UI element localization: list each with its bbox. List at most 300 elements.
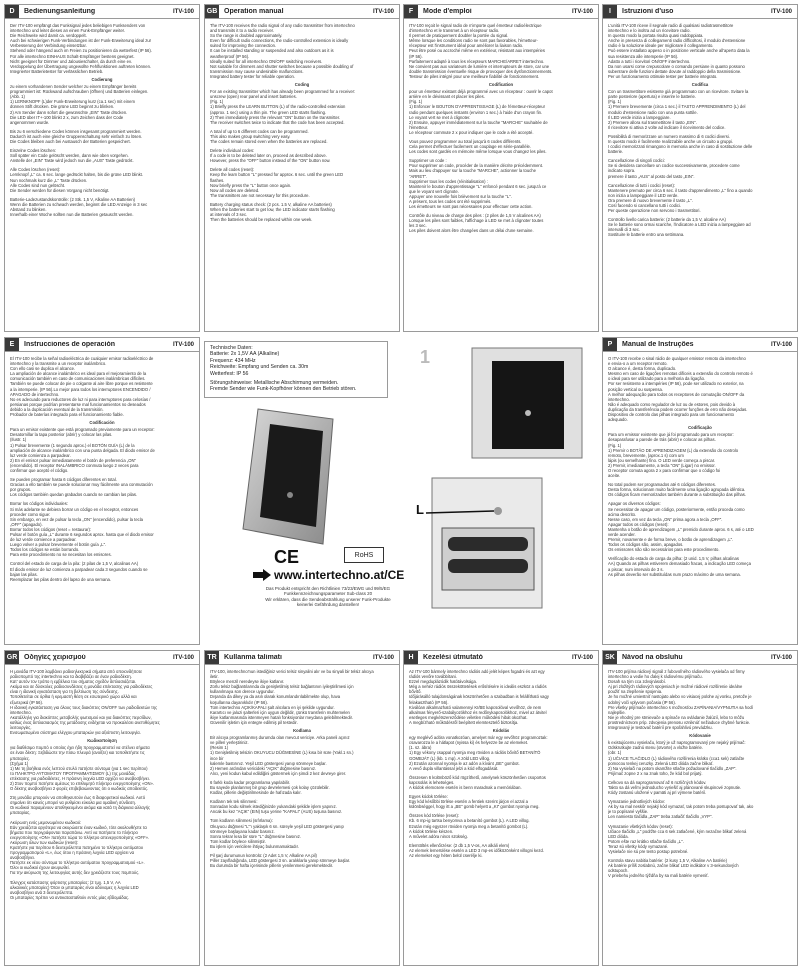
text-line: a la intemperie. (IP 56).Lo mejor para todos los interruptores ENCENDIDO / [10, 386, 151, 392]
text-line: Gracias a ello también se puede solucionar muy fácilmente una conmutación [10, 482, 153, 488]
text-line: koşullarına dayanıklıdır (IP 56). [210, 699, 268, 705]
text-line: Premir, novamente e de forma breve, o botão de aprendizagem „L". [608, 537, 734, 543]
text-line: 1) Με τη βοήθεια ενός λεπτού στυλό πατήστε σύντομα (για 1 sec περίπου) [10, 765, 148, 771]
text-line: Maintenir le bouton d'apprentissage "L" enfoncé pendant 6 sec. jusqu'à ce [409, 183, 547, 189]
text-line: Nie je vhodný pre stmievače a spínače na ovládanie žalúzií, lebo to môžu [608, 714, 745, 720]
language-badge: H [404, 651, 418, 664]
text-line: Los códigos también quedan grabados cuando se cambian las pilas. [10, 492, 138, 498]
text-line: Alle Codes löschen (reset): [10, 167, 61, 173]
text-line: 1) UČIACE TLAČIDLO (L) rádiového rozšírenia krátko (cca1 sek) zatlačte [608, 755, 745, 761]
text-line: desaparafusar a parede de trás (abrir) e colocar as pilhas. [608, 437, 716, 443]
text-line: Contrôle du niveau de charge des piles : (2 piles de 1,5 V alcalines AA) [409, 213, 541, 219]
text-line: αναβοσβήνει. [10, 855, 36, 861]
website-link[interactable] [253, 568, 404, 582]
text-line: No es adecuado para reductores de luz ni para interruptores para celosías / [10, 396, 151, 402]
text-line: Desta forma, solucionam muito facilmente uma ligação agrupada idêntica. [608, 487, 746, 493]
text-line: Battery charging status check: (2 pcs. 1.5 V, alkaline AA batteries) [210, 201, 332, 207]
text-line: If a code is to be deleted later on, proceed as described above. [210, 153, 327, 159]
text-line: Ancak bu kez "AÇIK" (EIN) tuşu yerine "KAPALI" (AUS) tuşuna basınız. [210, 809, 343, 815]
text-line: „OFF" (apagado). [10, 521, 43, 527]
text-line: Güvenilir işletim için entegre edilmiş pil testedir. [210, 719, 298, 725]
technical-data-box [204, 341, 388, 398]
text-line: and transmits it to a radio receiver. [210, 28, 275, 34]
text-line: Prijímač zopne 2 x na znak toho, že kód bol prijatý. [608, 770, 703, 776]
text-line: Verbesserung der Verbindung einsetzbar. [10, 43, 87, 49]
text-line: No total podem ser programados até 6 códigos diferentes. [608, 482, 717, 488]
panel-body [5, 19, 199, 221]
text-line: Da non usarsi come crepuscolare o comando persiane in quanto possono [608, 63, 745, 69]
text-line: Può essere installato appeso o in posizione verticale anche all'aperto data la [608, 48, 750, 54]
text-line: Se pueden programar hasta 6 códigos diferentes en total. [10, 477, 117, 483]
text-line: καθώς ένας διπλασιασμός της μετάδοσης ενδέχεται να προκαλέσει ανεπιθύμητες [10, 719, 160, 725]
panel-body [205, 19, 399, 226]
text-line: "ARRET". [409, 173, 428, 179]
text-line: The transmitters are not necessary for this procedure. [210, 192, 310, 198]
text-line: Delete individual codes: [210, 148, 255, 154]
text-line: 2) Then immediately press the relevant "ON" button on the transmitter. [210, 114, 341, 120]
text-line: Οι μπαταρίες πρέπει να αντικατασταθούν εντός μίας εβδομάδας. [10, 894, 130, 900]
text-line: Ora premere di nuovo brevemente il tasto „L". [608, 197, 693, 203]
text-line: Por ser resistente a intempéries (IP 56), pode ser utilizado no exterior, na [608, 381, 744, 387]
text-line: Frequenz: 434 MHz [210, 357, 256, 364]
text-line: Sonra tekrar kısa bir süre "L" düğmesine basınız. [210, 833, 301, 839]
text-line: at intervals of 3 sec. [210, 212, 248, 218]
panel-header [404, 5, 598, 19]
text-line: La ampliación de alcance inalámbrico es ideal para el mejoramiento de la [10, 371, 147, 377]
text-line: intervalli di 3 sec. [608, 227, 641, 233]
text-line: ραδιοπομπό της intertechno και τα διαβιβάζει σε έναν ραδιοδέκτη. [10, 674, 132, 680]
text-line: In questo modo la portata risulta quasi raddoppiata. [608, 33, 704, 39]
panel-title: Instrucciones de operación [24, 341, 116, 348]
panel-body [5, 352, 199, 586]
section-heading: Kodlama [293, 728, 311, 734]
text-line: Κρατήστε για περίπου 6 δευτερόλεπτα πατημένο το πλήκτρο αυτόματου [10, 845, 144, 850]
model-code: ITV-100 [372, 654, 394, 661]
text-line: εξωτερικά (IP 56). [10, 699, 44, 705]
text-line: felakasztható (IP 56). [409, 699, 449, 705]
text-line: kalemle bastırınız. Yeşil LED göstergesi yanıp sönmeye başlar. [210, 760, 327, 766]
text-line: Batterie: 2x 1,5V AA (Alkaline) [210, 351, 280, 358]
text-line: Nesse caso, em vez da tecla „ON" prima agora a tecla „OFF". [608, 516, 723, 522]
panel-tr [204, 650, 400, 966]
panel-es [4, 337, 200, 645]
text-line: Mantenha o botão de aprendizagem „L" premido durante aprox. 6 s, até o LED [608, 526, 754, 532]
text-line: egy meglévő adóra vonatkozóan, amelyet már egy vevőhöz programoztak: [409, 735, 548, 741]
text-line: As pilhas deverão ser substituídas num prazo máximo de uma semana. [608, 571, 741, 577]
text-line: σημαίνει ότι κανείς μπορεί να ρυθμίσει εύκολα μια ομαδική σύνδεση. [10, 800, 137, 806]
text-line: Os códigos ficam memorizados também durante a substituição das pilhas. [608, 492, 747, 498]
text-line: premere il tasto „AUS" al posto del tasto „EIN". [608, 173, 695, 179]
text-line: (1. sz. ábra) [409, 745, 432, 751]
text-line: Dışarıda da dikey ya da asılı olarak konumlandırılabilmekte olup, hava [210, 694, 341, 700]
panel-title: Istruzioni d'uso [622, 8, 674, 15]
panel-header [603, 651, 797, 665]
text-line: 2) Ensuite, appuyer immédiatement sur la touche "MARCHE" souhaitée de [409, 119, 548, 125]
model-code: ITV-100 [372, 8, 394, 15]
text-line: También se puede colocar de pie o colgante al aire libre porque es resistente [10, 381, 153, 387]
text-line: A présent, tous les codes ont été supprimés. [409, 199, 492, 204]
text-line: radio pendant quelques instants (environ 1 sec.) à l'aide d'un crayon fin. [409, 109, 543, 115]
text-line: A művelet adóra nincs szükség. [409, 833, 468, 839]
text-line: (Fig. 1) [409, 99, 423, 105]
text-line: είναι η ιδανική εγκατάσταση για τη βελτίωση της σύνδεσης. [10, 689, 119, 695]
text-line: Karartıcı ve jaluzi şalterleri için uygun değildir, çünkü transferin muhtemelen [210, 709, 350, 715]
text-line: radio è la soluzione ideale per migliorare il collegamento. [608, 43, 714, 49]
text-line: Pour supprimer un code, procéder de la manière décrite précédemment. [409, 163, 544, 169]
text-line: Piller zayıfladığında, LED göstergesi 3 sn. aralıklarla yanıp sönmeye başlar. [210, 858, 351, 864]
text-line: Per queste operazione non servono i trasmettitori. [608, 208, 701, 214]
text-line: Ezzel megduplázódik hatótávolsága. [409, 679, 477, 685]
text-line: Sostituire le batterie entro una settimana. [608, 232, 685, 238]
text-line: por grupos. [10, 487, 32, 493]
text-line: programmiert ist: Rückwand aufschrauben (öffnen) und Batterien einlegen. [10, 89, 149, 95]
device-photo-open [462, 343, 602, 463]
text-line: ITV-100 reçoit le signal radio de n'importe quel émetteur radioélectrique [409, 23, 542, 28]
text-line: Takto sa dá veľmi jednoducho vyriešiť aj plánované skupinové zopnutie. [608, 784, 742, 790]
panel-title: Bedienungsanleitung [24, 8, 96, 15]
text-line: Os emissores não são necessários para este procedimento. [608, 547, 720, 553]
text-line: It can be installed standing or suspended and also outdoors as it is [210, 48, 334, 54]
panel-title: Operation manual [224, 8, 284, 15]
text-line: odstupoch. [608, 868, 629, 874]
text-line: Then the batteries should be replaced within one week. [210, 217, 313, 223]
section-heading: Kódovanie [689, 733, 711, 739]
text-line: confirmar que aceptó el código. [10, 467, 69, 473]
model-code: ITV-100 [770, 8, 792, 15]
text-line: Egy kód későbbi törlése esetén a fentiek szerint járjon el azzal a [409, 799, 528, 805]
text-line: különbséggel, hogy itt a „BE" gomb helyett a „KI" gombot nyomja meg. [409, 804, 540, 810]
text-line: Kb. 6 mp-ig tartsa benyomva a betanító gombot (L). A LED villog. [409, 818, 530, 824]
text-line: ampliación de alcance inalámbrico con una punta delgada. El diodo emisor de [10, 447, 155, 453]
text-line: Les piles doivent alors être changées dans un délai d'une semaine. [409, 228, 534, 234]
text-line: batterie. [608, 149, 624, 155]
text-line: ve pilleri yerleştiriniz. [210, 740, 249, 746]
text-line: persianas porque podrían presentarse mal funcionamientos no deseados [10, 401, 146, 407]
website-text[interactable]: www.intertechno.at/CE [274, 568, 405, 582]
panel-header [603, 5, 797, 19]
text-line: Lernknopf „L" ca. 6 sec. lange gedrückt halten, bis die grüne LED blinkt. [10, 172, 144, 178]
panel-body [603, 665, 797, 882]
text-line: Ak batérie príliš zoslabnú, začne blikať LED indikátor v 3-sekundových [608, 863, 739, 869]
compliance-text [248, 586, 408, 607]
text-line: Verificação do estado de carga da pilha: (2 unid. 1,5 V, pilhas alcalinas [608, 556, 739, 562]
text-line: A total of up to 6 different codes can be programmed. [210, 128, 309, 134]
text-line: unscrew (open) rear panel and insert batteries. [210, 94, 297, 100]
text-line: Még a nehéz rádiós összeköttetések erősítésére is ideális eszköz a rádiós [409, 684, 547, 690]
text-line: αλκαλικές μπαταρίες) Όταν οι μπαταρίες είναι αδύναμες η λυχνία LED [10, 884, 139, 890]
text-line: a piscar, num intervalo de 3 s. [608, 566, 664, 572]
text-line: Pre všetky prijímače intertechno s možnosťou ZAPÍNANIA/VYPNUTIA sa hodí [608, 704, 753, 710]
text-line: Verdoppelung der Übertragung ungewollte Fehlfunktionen auftreten können. [10, 63, 152, 69]
text-line: double transmission éventuelle risque de provoquer des dysfonctionnements. [409, 68, 553, 74]
text-line: Now all codes are deleted. [210, 187, 260, 193]
text-line: 2) En el emisor pulsar inmediatamente el botón de preferencia „ON" [10, 457, 137, 463]
text-line: 1) Premere brevemente (circa 1 sec.) il TASTO APPRENDIMENTO (L) del [608, 104, 746, 110]
text-line: odolný voči vplyvom počasia (IP 56). [608, 699, 676, 705]
text-line: Cela permet d'effectuer facilement un couplage en série-parallèle. [409, 144, 531, 150]
text-line: použiť na zlepšenie spojenia. [608, 689, 663, 695]
text-line: adequado. [608, 417, 628, 423]
text-line: V priebehu jedného týždňa by sa mali batérie vymeniť. [608, 873, 709, 879]
model-code: ITV-100 [770, 654, 792, 661]
text-line: Il permet de pratiquement doubler la portée du signal. [409, 33, 509, 39]
text-line: Für alle intertechno EINHAUS Schalt-Empfänger bestens geeignet. [10, 53, 135, 59]
text-line: intertechno e lo inoltra ad un ricevitore radio. [608, 28, 691, 34]
text-line: 1) LERNKNOPF (L)der Funk-Erweiterung kurz (ca.1 sec) mit einem [10, 99, 135, 105]
text-line: Peut être posé ou accroché même en extérieur, résistant aux intempéries [409, 48, 545, 54]
text-line: Si más adelante se debiera borrar un código en el receptor, entonces [10, 506, 139, 512]
text-line: verde acender. [608, 532, 636, 537]
text-line: Τοποθετείται σε όρθια ή κρεμαστή θέση σε εσωτερικό χώρο αλλά και [10, 694, 137, 700]
text-line: Les émetteurs ne sont pas nécessaires pour effectuer cette action. [409, 204, 533, 210]
panel-gr [4, 650, 200, 966]
text-line: suited for improving the connection. [210, 43, 277, 49]
panel-title: Οδηγίες χειρισμού [24, 654, 86, 661]
text-line: Ne convient pas aux variateurs de lumière et interrupteurs de store, car une [409, 63, 550, 69]
text-line: récepteur est l'instrument idéal pour améliorer la liaison radio. [409, 43, 524, 49]
section-heading: Codificación [89, 420, 115, 426]
ce-mark: CE [274, 547, 300, 567]
text-line: duplicação da transferência podem ocorrer funções de erro não desejadas. [608, 406, 748, 412]
text-line: Εάν χρειάζεται αργότερα να ακυρώσετε έναν κωδικό, τότε ακολουθήστε τα [10, 824, 147, 830]
text-line: Le récepteur commute 2 x pour indiquer que le code a été accepté. [409, 129, 534, 135]
text-line: Probador de baterías integrado para el funcionamiento fiable. [10, 412, 124, 418]
text-line: arrière en le dévissant et placer les piles. [409, 94, 485, 100]
text-line: Così facendo si cancellano tutti i codici. [608, 203, 682, 208]
text-line: Ideally suited for all intertechno ON/OFF switching receivers. [210, 58, 323, 64]
text-line: Κατ' αυτόν τον τρόπο η εμβέλεια του σήματος σχεδόν διπλασιάζεται. [10, 679, 137, 685]
text-line: O alcance é, desta forma, duplicado. [608, 366, 677, 372]
arrow-icon [253, 569, 271, 581]
text-line: remoto, brevemente, (aprox.1 s) com um [608, 452, 684, 458]
text-line: Odskrutkujte zadnú stenu (otvorte) a vložte batérie. [608, 745, 703, 751]
text-line: The receiver switches twice to indicate that the code has been accepted. [210, 119, 345, 125]
text-line: Bis zu 6 verschiedene Codes können insgesamt programmiert werden. [10, 128, 142, 134]
model-code: ITV-100 [770, 341, 792, 348]
text-line: zu einem vorhandenen Sender welcher zu einem Empfänger bereits [10, 84, 137, 90]
text-line: posição vertical ou suspensa. [608, 386, 663, 392]
text-line: Para um emissor existente que já foi programado para um receptor: [608, 432, 734, 438]
text-line: Wetterfest: IP 56 [210, 370, 249, 377]
text-line: 1) Pulsar brevemente (1 segundo aprox.) el BOTÓN GUÍA (L) de la [10, 442, 135, 448]
panel-header [205, 5, 399, 19]
text-line: Bir alıcıya programlanmış durumda olan mevcut vericiye. Arka paneli açınız [210, 735, 350, 741]
text-line: Reichweite: Empfang und Senden ca. 30m [210, 364, 309, 371]
text-line: Az elemeket egy héten belül cserélje ki. [409, 853, 483, 858]
text-line: o ideal para ser utilizado para a melhoria da ligação. [608, 376, 706, 382]
text-line: Auch bei schwierigen Funk-Verbindungen ist der Funk-Erweiterung ideal zur [10, 38, 152, 44]
text-line: Die Reichweite wird damit ca. verdoppelt. [10, 33, 87, 39]
panel-it [602, 4, 798, 332]
panel-body [603, 352, 797, 581]
text-line: Η μονάδα ITV-100 λαμβάνει ραδιοηλεκτρικά σήματα από οποιονδήποτε [10, 669, 143, 674]
panel-header [5, 5, 199, 19]
text-line: Az elemek lemerülése esetén a LED 3 mp-es időközönként villogni kezd. [409, 847, 544, 853]
text-line: Para este procedimiento no se necesitan los emisores. [10, 552, 112, 558]
panel-body [603, 19, 797, 242]
text-line: ενεργοποίησης «ON» πατήστε τώρα το πλήκτρο απενεργοποίησης «OFF». [10, 834, 150, 840]
text-line: Even for difficult radio connections, the radio-controlled extension is ideally [210, 38, 349, 44]
text-line: (approx. 1 sec) using a thin pin. The green LED starts flashing. [210, 109, 327, 115]
section-heading: Coding [294, 82, 310, 88]
text-line: Soll später ein Code gelöscht werden, dann wie oben vorgehen. [10, 153, 129, 159]
text-line: Delete all codes (reset): [210, 167, 255, 173]
text-line: Je ho možné umiestniť nastojato alebo vo visiacej polohe aj vonku, pretože je [608, 694, 752, 700]
text-line: Zorlu telsiz bağlantılarında da genişletilmiş telsiz bağlantının iyileştirilmesi için [210, 684, 354, 690]
text-line: prostredníctvom príp. zdvojenia prenosu vzniknúť nežiaduce chybné funkcie. [608, 719, 751, 725]
text-line: esetleges megkétszereződése véletlen működési hibát okozhat. [409, 714, 528, 720]
text-line: kapcsolás is lehetséges. [409, 779, 455, 785]
text-line: 2) Στον πομπό πατήστε αμέσως το επιθυμητό πλήκτρο ενεργοποίησης «ON». [10, 780, 155, 786]
text-line: Potom ešte raz krátko stlačte tlačidlo „L". [608, 838, 684, 844]
language-badge: TR [205, 651, 219, 664]
text-line: Celkovo sa dá naprogramovať až 6 rozličných kódov. [608, 779, 707, 785]
text-line: Sin embargo, en vez de pulsar la tecla „ON" (encendido), pulsar la tecla [10, 516, 143, 522]
model-code: ITV-100 [172, 8, 194, 15]
text-line: Pil şarj durumunun kontrolü: (2 Adet 1,5 V, Alkaline AA pil) [210, 853, 317, 858]
text-line: 2) Na vysielači na potom okamžite stlačte požadované tlačidlo „ZAP". [608, 765, 737, 771]
text-line: Apagar todos os códigos (reset): [608, 521, 669, 527]
text-line: βήματα που περιγράφονται παραπάνω. Αντί να πατήσετε το πλήκτρο [10, 829, 138, 835]
panel-title: Kezelési útmutató [423, 654, 483, 661]
panel-body [5, 665, 199, 904]
text-line: sönmeye başlayana kadar basınız. [210, 828, 275, 834]
model-code: ITV-100 [571, 8, 593, 15]
text-line: debido a la duplicación eventual de la transmisión. [10, 406, 104, 412]
text-line: Keep the learn button "L" pressed for approx. 6 sec. until the green LED [210, 172, 344, 178]
text-line: Con ello casi se duplica el alcance. [10, 366, 76, 372]
text-line: Control del estado de carga de la pila: (2 pilas de 1,5 V, alcalinas AA) [10, 561, 139, 567]
text-line: intertechno. [608, 396, 630, 402]
text-line: (Fig. 1) [210, 99, 224, 105]
text-line: intertechno und leitet dieses an einen Funk-Empfänger weiter. [10, 28, 125, 34]
language-badge: I [603, 5, 617, 18]
text-line: Πατήστε εκ νέου σύντομα το πλήκτρο αυτόματου προγραμματισμού «L». [10, 860, 145, 866]
text-line: Mantenere premuto per circa 6 sec. il tasto d'apprendimento „L" fino a quando [608, 187, 753, 193]
text-line: Vymazanie jednotlivých kódov: [608, 799, 666, 805]
text-line: alkalmas fényerő-szabályozókhoz és redőnykapcsolókhoz, mivel az átvitel [409, 709, 547, 715]
text-line: Egyes kódok törlése: [409, 794, 448, 800]
text-line: Ακόμα και σε δύσκολες ραδιοσυνδέσεις η μονάδα επέκτασης για ραδιοδέκτες [10, 684, 153, 690]
text-line: Appuyer une nouvelle fois brièvement sur la touche "L". [409, 193, 512, 199]
text-line: Para un emisor existente que está programado previamente para un receptor: [10, 427, 155, 433]
text-line: Ο δέκτης αναβοσβήνει 2 φορές επιβεβαιώνοντας ότι ο κωδικός αποδεκτός. [10, 786, 149, 792]
text-line: Innerhalb einer Woche sollten nun die Batterien getauscht werden. [10, 212, 134, 218]
text-line: Cancellazione di tutti i codici (reset): [608, 182, 676, 188]
text-line: k existujúcemu vysielaču, ktorý je už naprogramovaný pre nejaký prijímač: [608, 740, 746, 746]
text-line: Einzelne Codes löschen: [10, 148, 57, 154]
language-badge: P [603, 338, 617, 351]
text-line: Kontrola stavu nabitia batérie: (2 kusy 1,5 V, Alkaline AA batérie) [608, 858, 728, 864]
text-line: Technische Daten: [210, 345, 253, 351]
text-line: I codici memorizzati rimangono in memoria anche in caso di sostituzione delle [608, 144, 753, 150]
text-line: Integrierter Batterietester für verlässlichen Betrieb. [10, 68, 104, 74]
text-line: Per un funzionamento ottimale tester per batterie integrato. [608, 73, 718, 79]
text-line: modulo d'estensione radio con una punta sottile. [608, 109, 698, 115]
text-line: csavarozza le a hátlapot (nyissa ki) és helyezze be az elemeket. [409, 740, 529, 746]
text-line: Stehend oder hängend auch im Freien zu positionieren da wetterfest (IP 56). [10, 48, 152, 54]
text-line: Bu sayede planlanmış bir grup devrelemesi çok kolay çözülebilir. [210, 784, 330, 790]
text-line: 6 farklı koda kadar programlama yapılabilir. [210, 779, 291, 785]
text-line: For an existing transmitter which has already been programmed for a receiver: [210, 89, 356, 95]
text-line: (Abb. 1) [10, 94, 25, 100]
text-line: subentrare delle funzioni dettate dovute al raddoppio della trasmissione. [608, 68, 742, 74]
text-line: Mais au lieu d'appuyer sur la touche "MARCHE", actionner la touche [409, 168, 536, 174]
text-line: (Ilustr. 1) [10, 437, 27, 443]
text-line: Störungshinweise: Metallische Abschirmung vermeiden. [210, 380, 339, 387]
text-line: rádiós vevőre továbbítani. [409, 674, 457, 680]
text-line: Alle Codes sind nun gelöscht. [10, 182, 66, 188]
text-line: Desatornillar la tapa posterior (abrir) y colocar las pilas. [10, 432, 113, 438]
text-line: Kodların tek tek silinmesi: [210, 799, 258, 805]
text-line: Kodlar, pillerin değiştirilmesinde de hafızada kalır. [210, 790, 302, 796]
text-line: O receptor comuta agora 2 x para confirmar que o código foi [608, 467, 721, 473]
panel-header [205, 651, 399, 665]
text-line: Die Sender werden für diesen Vorgang nicht benötigt. [10, 187, 110, 193]
figure-number: 1 [420, 347, 431, 367]
text-line: Sonradan kodu silmek istediğinizde yukarıdaki şekilde işlem yapınız. [210, 804, 337, 810]
text-line: Testeur de piles intégré pour une meilleure fiabilité de fonctionnement. [409, 73, 540, 79]
text-line: l'émetteur. [409, 124, 429, 130]
text-line: 2) Am Sender dann sofort die gewünschte „EIN" Taste drücken. [10, 109, 128, 115]
text-line: Funkkennzeichnungsparameter Sub-class 20 [283, 591, 373, 597]
text-line: Οι κωδικοί παραμένουν αποθηκευμένοι ακόμα και κατά τη διάρκεια αλλαγής [10, 805, 151, 811]
text-line: το ΠΛΗΚΤΡΟ ΑΥΤΟΜΑΤΟΥ ΠΡΟΓΡΑΜΜΑΤΙΣΜΟΥ (L) της μονάδας [10, 770, 136, 776]
text-line: Wenn die Batterien zu schwach werden, beginnt die LED Anzeige in 3 sec [10, 201, 148, 207]
text-line: Abstand zu blinken. [10, 207, 47, 212]
text-line: keinerlei Gefährdung darstellen! [296, 601, 360, 607]
text-line: Now briefly press the "L" button once again. [210, 182, 292, 188]
text-line: (obr. 1) [608, 750, 622, 756]
text-line: bajan las pilas. [10, 571, 38, 577]
text-line: The ITV-100 receives the radio signal of any radio transmitter from intertechno [210, 23, 355, 28]
text-line: je to popísané vyššie. [608, 809, 649, 815]
text-line: Não é adequado como regulador de luz ou de estores, pois devido à [608, 401, 736, 407]
text-line: pomocou tenkej ceruzky. Zelená LED dióda začne blikať. [608, 760, 714, 766]
section-heading: Codification [488, 82, 514, 88]
panel-title: Návod na obsluhu [622, 654, 683, 661]
panel-gb [204, 4, 400, 332]
text-line: L'unità ITV-100 riceve il segnale radio di qualsiasi radiotrasmettitore [608, 23, 734, 28]
text-line: angenommen wurde. [10, 119, 50, 125]
text-line: Dadurch ist auch eine gleiche Gruppenschaltung sehr einfach zu lösen. [10, 133, 143, 139]
language-badge: GR [5, 651, 19, 664]
text-line: najlepšie. [608, 709, 626, 715]
text-line: bővítő. [409, 689, 422, 695]
text-line: Nicht geeignet für Dimmer und Jalousieschalter, da durch eine ev. [10, 58, 132, 64]
rohs-badge [344, 547, 384, 563]
text-line: A vevő dupla villantással jelzi a kód elfogadását. [409, 765, 499, 771]
text-line: les 3 sec. [409, 223, 427, 229]
text-line: Integrated battery tester for reliable operation. [210, 73, 295, 79]
text-line: Se si desidera cancellare un codice successivamente, procedere come [608, 163, 740, 169]
learn-button-label: L [416, 502, 424, 517]
text-line: Todos os códigos são, assim, apagados. [608, 542, 684, 548]
language-badge: F [404, 5, 418, 18]
panel-header [603, 338, 797, 352]
language-badge: E [5, 338, 19, 351]
text-line: A megbízható működésről beépített elemtesztelő biztosítja. [409, 719, 519, 725]
text-line: επέκτασης για ραδιοδέκτες. Η πράσινη λυχνία LED αρχίζει να αναβοσβήνει. [10, 775, 150, 781]
text-line: Anstelle der „EIN" Taste wird jedoch nun die „AUS" Taste gedrückt. [10, 158, 134, 164]
text-line: σε έναν δέκτη: Ξεβιδώστε την πίσω πλευρά (ανοίξτε) και τοποθετήστε τις [10, 750, 145, 756]
text-line: ince bir [210, 755, 224, 761]
text-line: 2) Hemen ardından vericideki "AÇIK" düğmesine basınız. [210, 765, 317, 771]
text-line: μπαταρίας. [10, 810, 31, 816]
text-line: Időjárásálló tulajdonságának köszönhetően a szabadban is felállítható vagy [409, 694, 549, 700]
text-line: (Σχήμα 1) [10, 760, 29, 766]
text-line: non inizia a lampeggiare il LED verde. [608, 192, 679, 198]
